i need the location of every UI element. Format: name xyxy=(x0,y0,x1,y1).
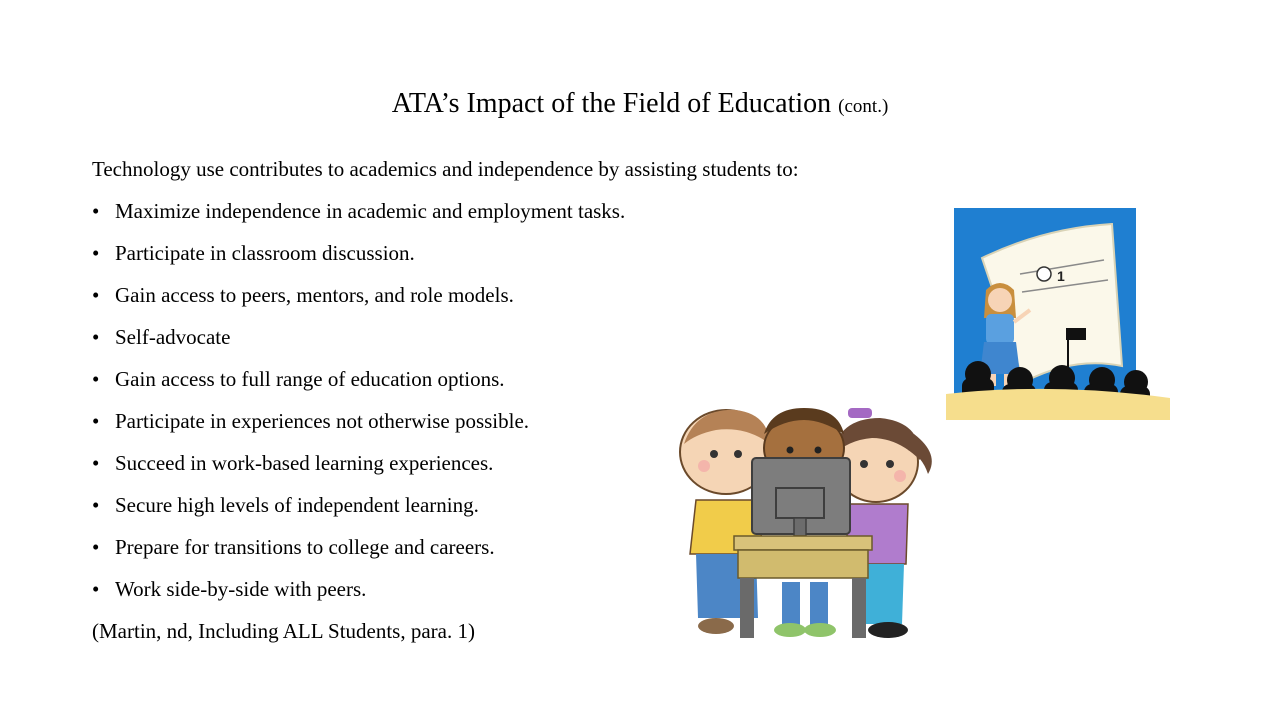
bullet-text: Work side-by-side with peers. xyxy=(115,577,367,601)
title-main: ATA’s Impact of the Field of Education xyxy=(391,88,832,119)
bullet-text: Self-advocate xyxy=(115,325,231,349)
bullet-text: Succeed in work-based learning experiences. xyxy=(115,451,494,475)
bullet-text: Maximize independence in academic and employment tasks. xyxy=(115,199,626,223)
bullet-icon: • xyxy=(92,493,100,517)
bullet-item xyxy=(92,278,992,320)
bullet-icon: • xyxy=(92,535,100,559)
bullet-text: Secure high levels of independent learning. xyxy=(115,493,479,517)
bullet-text: Prepare for transitions to college and careers. xyxy=(115,535,495,559)
bullet-icon: • xyxy=(92,241,100,265)
bullet-text: Participate in classroom discussion. xyxy=(115,241,415,265)
kids-at-computer-clipart xyxy=(676,404,940,644)
bullet-item xyxy=(92,236,992,278)
bullet-icon: • xyxy=(92,283,100,307)
citation-text: (Martin, nd, Including ALL Students, para. 1) xyxy=(92,619,475,643)
bullet-text: Participate in experiences not otherwise possible. xyxy=(115,409,530,433)
bullet-text: Gain access to peers, mentors, and role models. xyxy=(115,283,514,307)
bullet-icon: • xyxy=(92,409,100,433)
slide-title xyxy=(0,88,1280,120)
bullet-icon: • xyxy=(92,199,100,223)
bullet-text: Gain access to full range of education options. xyxy=(115,367,505,391)
ball-icon xyxy=(1037,267,1051,281)
bullet-icon: • xyxy=(92,367,100,391)
bullet-icon: • xyxy=(92,325,100,349)
bullet-icon: • xyxy=(92,577,100,601)
teacher-classroom-clipart xyxy=(944,206,1172,422)
title-suffix: (cont.) xyxy=(838,96,889,117)
board-number: 1 xyxy=(1057,268,1065,284)
intro-text: Technology use contributes to academics and independence by assisting students to: xyxy=(92,157,799,181)
bullet-item xyxy=(92,194,992,236)
bullet-item xyxy=(92,362,992,404)
bullet-icon: • xyxy=(92,451,100,475)
computer-monitor-icon xyxy=(752,458,850,536)
bullet-item xyxy=(92,320,992,362)
